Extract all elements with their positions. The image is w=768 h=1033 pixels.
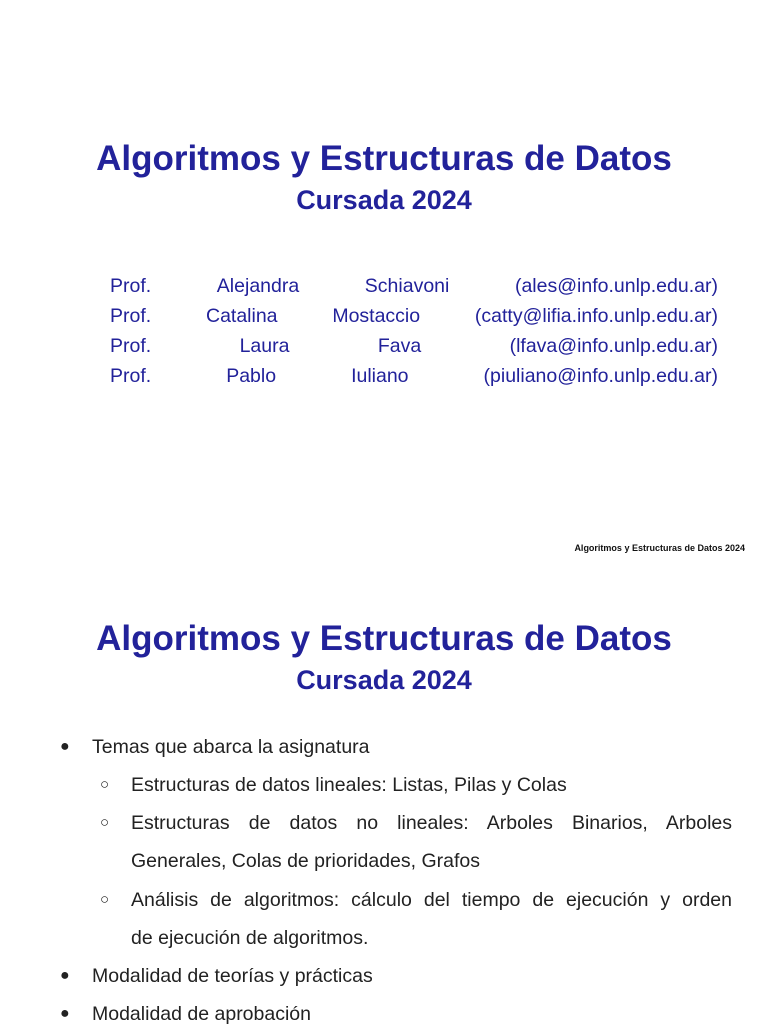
sub-bullet-icon: ○	[100, 814, 110, 831]
sub-bullet-icon: ○	[100, 891, 110, 908]
professor-row	[110, 274, 718, 304]
professor-email: (lfava@info.unlp.edu.ar)	[509, 335, 718, 357]
professor-prefix: Prof.	[110, 365, 152, 387]
professor-last-name: Fava	[377, 335, 422, 357]
list-item-line: Generales, Colas de prioridades, Grafos	[131, 850, 481, 872]
professor-first-name: Alejandra	[216, 275, 300, 297]
list-item: Modalidad de aprobación	[92, 1003, 311, 1025]
professor-prefix: Prof.	[110, 275, 152, 297]
bullet-icon: ●	[60, 738, 70, 755]
slide-2-subtitle: Cursada 2024	[296, 665, 472, 695]
professor-prefix: Prof.	[110, 335, 152, 357]
slide-2-title: Algoritmos y Estructuras de Datos	[96, 619, 672, 658]
professors-list	[110, 274, 718, 394]
bullet-icon: ●	[60, 967, 70, 984]
list-item-line: de ejecución de algoritmos.	[131, 927, 369, 949]
professor-email: (catty@lifia.info.unlp.edu.ar)	[474, 305, 718, 327]
professor-last-name: Mostaccio	[332, 305, 421, 327]
professor-email: (piuliano@info.unlp.edu.ar)	[483, 365, 718, 387]
sub-bullet-icon: ○	[100, 776, 110, 793]
slide-1-subtitle: Cursada 2024	[296, 185, 472, 215]
professor-last-name: Schiavoni	[364, 275, 450, 297]
slide-footer: Algoritmos y Estructuras de Datos 2024	[574, 543, 745, 553]
slide-1-title: Algoritmos y Estructuras de Datos	[96, 139, 672, 178]
professor-row	[110, 304, 718, 334]
professor-prefix: Prof.	[110, 305, 152, 327]
list-item-line: Análisis de algoritmos: cálculo del tiempo de ejecución y orden	[131, 889, 732, 911]
professor-email: (ales@info.unlp.edu.ar)	[514, 275, 718, 297]
professor-row	[110, 334, 718, 364]
list-item-line: Estructuras de datos no lineales: Arboles Binarios, Arboles	[131, 812, 732, 834]
professor-last-name: Iuliano	[351, 365, 409, 387]
professor-first-name: Laura	[239, 335, 290, 357]
list-item: Estructuras de datos lineales: Listas, Pilas y Colas	[131, 774, 567, 796]
list-item: Modalidad de teorías y prácticas	[92, 965, 373, 987]
bullet-icon: ●	[60, 1005, 70, 1022]
slide-2	[0, 580, 768, 1024]
professor-first-name: Pablo	[226, 365, 277, 387]
professor-row	[110, 364, 718, 394]
list-item: Temas que abarca la asignatura	[92, 736, 370, 758]
professor-first-name: Catalina	[205, 305, 278, 327]
